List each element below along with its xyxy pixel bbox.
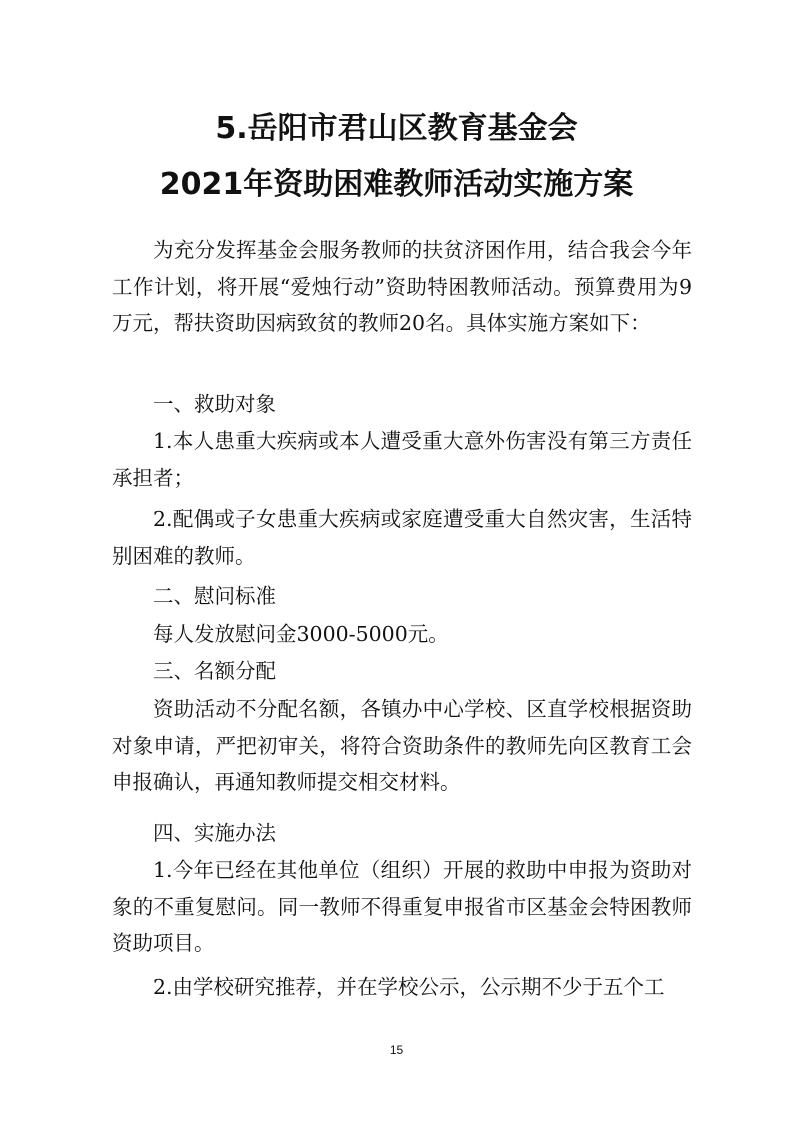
section3-heading: 三、名额分配	[153, 659, 276, 683]
section2-text: 每人发放慰问金3000-5000元。	[153, 622, 449, 646]
document-title-line2: 2021年资助困难教师活动实施方案	[159, 167, 634, 202]
section4-item2: 2.由学校研究推荐，并在学校公示，公示期不少于五个工	[153, 975, 665, 999]
section4-item1: 1.今年已经在其他单位（组织）开展的救助中申报为资助对象的不重复慰问。同一教师不得重复申报省市区基金会特困教师资助项目。	[112, 858, 692, 955]
section1-heading: 一、救助对象	[153, 392, 276, 416]
section4-heading: 四、实施办法	[153, 821, 276, 845]
section2-heading: 二、慰问标准	[153, 584, 276, 608]
section3-text: 资助活动不分配名额，各镇办中心学校、区直学校根据资助对象申请，严把初审关，将符合资助条件的教师先向区教育工会申报确认，再通知教师提交相交材料。	[112, 697, 692, 794]
document-title-line1: 5.岳阳市君山区教育基金会	[215, 111, 578, 146]
page-number: 15	[389, 1043, 404, 1057]
section1-item2: 2.配偶或子女患重大疾病或家庭遭受重大自然灾害，生活特别困难的教师。	[112, 507, 692, 568]
intro-paragraph: 为充分发挥基金会服务教师的扶贫济困作用，结合我会今年工作计划，将开展“爱烛行动”资助特困教师活动。预算费用为9万元，帮扶资助因病致贫的教师20名。具体实施方案如下：	[112, 238, 692, 335]
section1-item1: 1.本人患重大疾病或本人遭受重大意外伤害没有第三方责任承担者；	[112, 429, 692, 490]
